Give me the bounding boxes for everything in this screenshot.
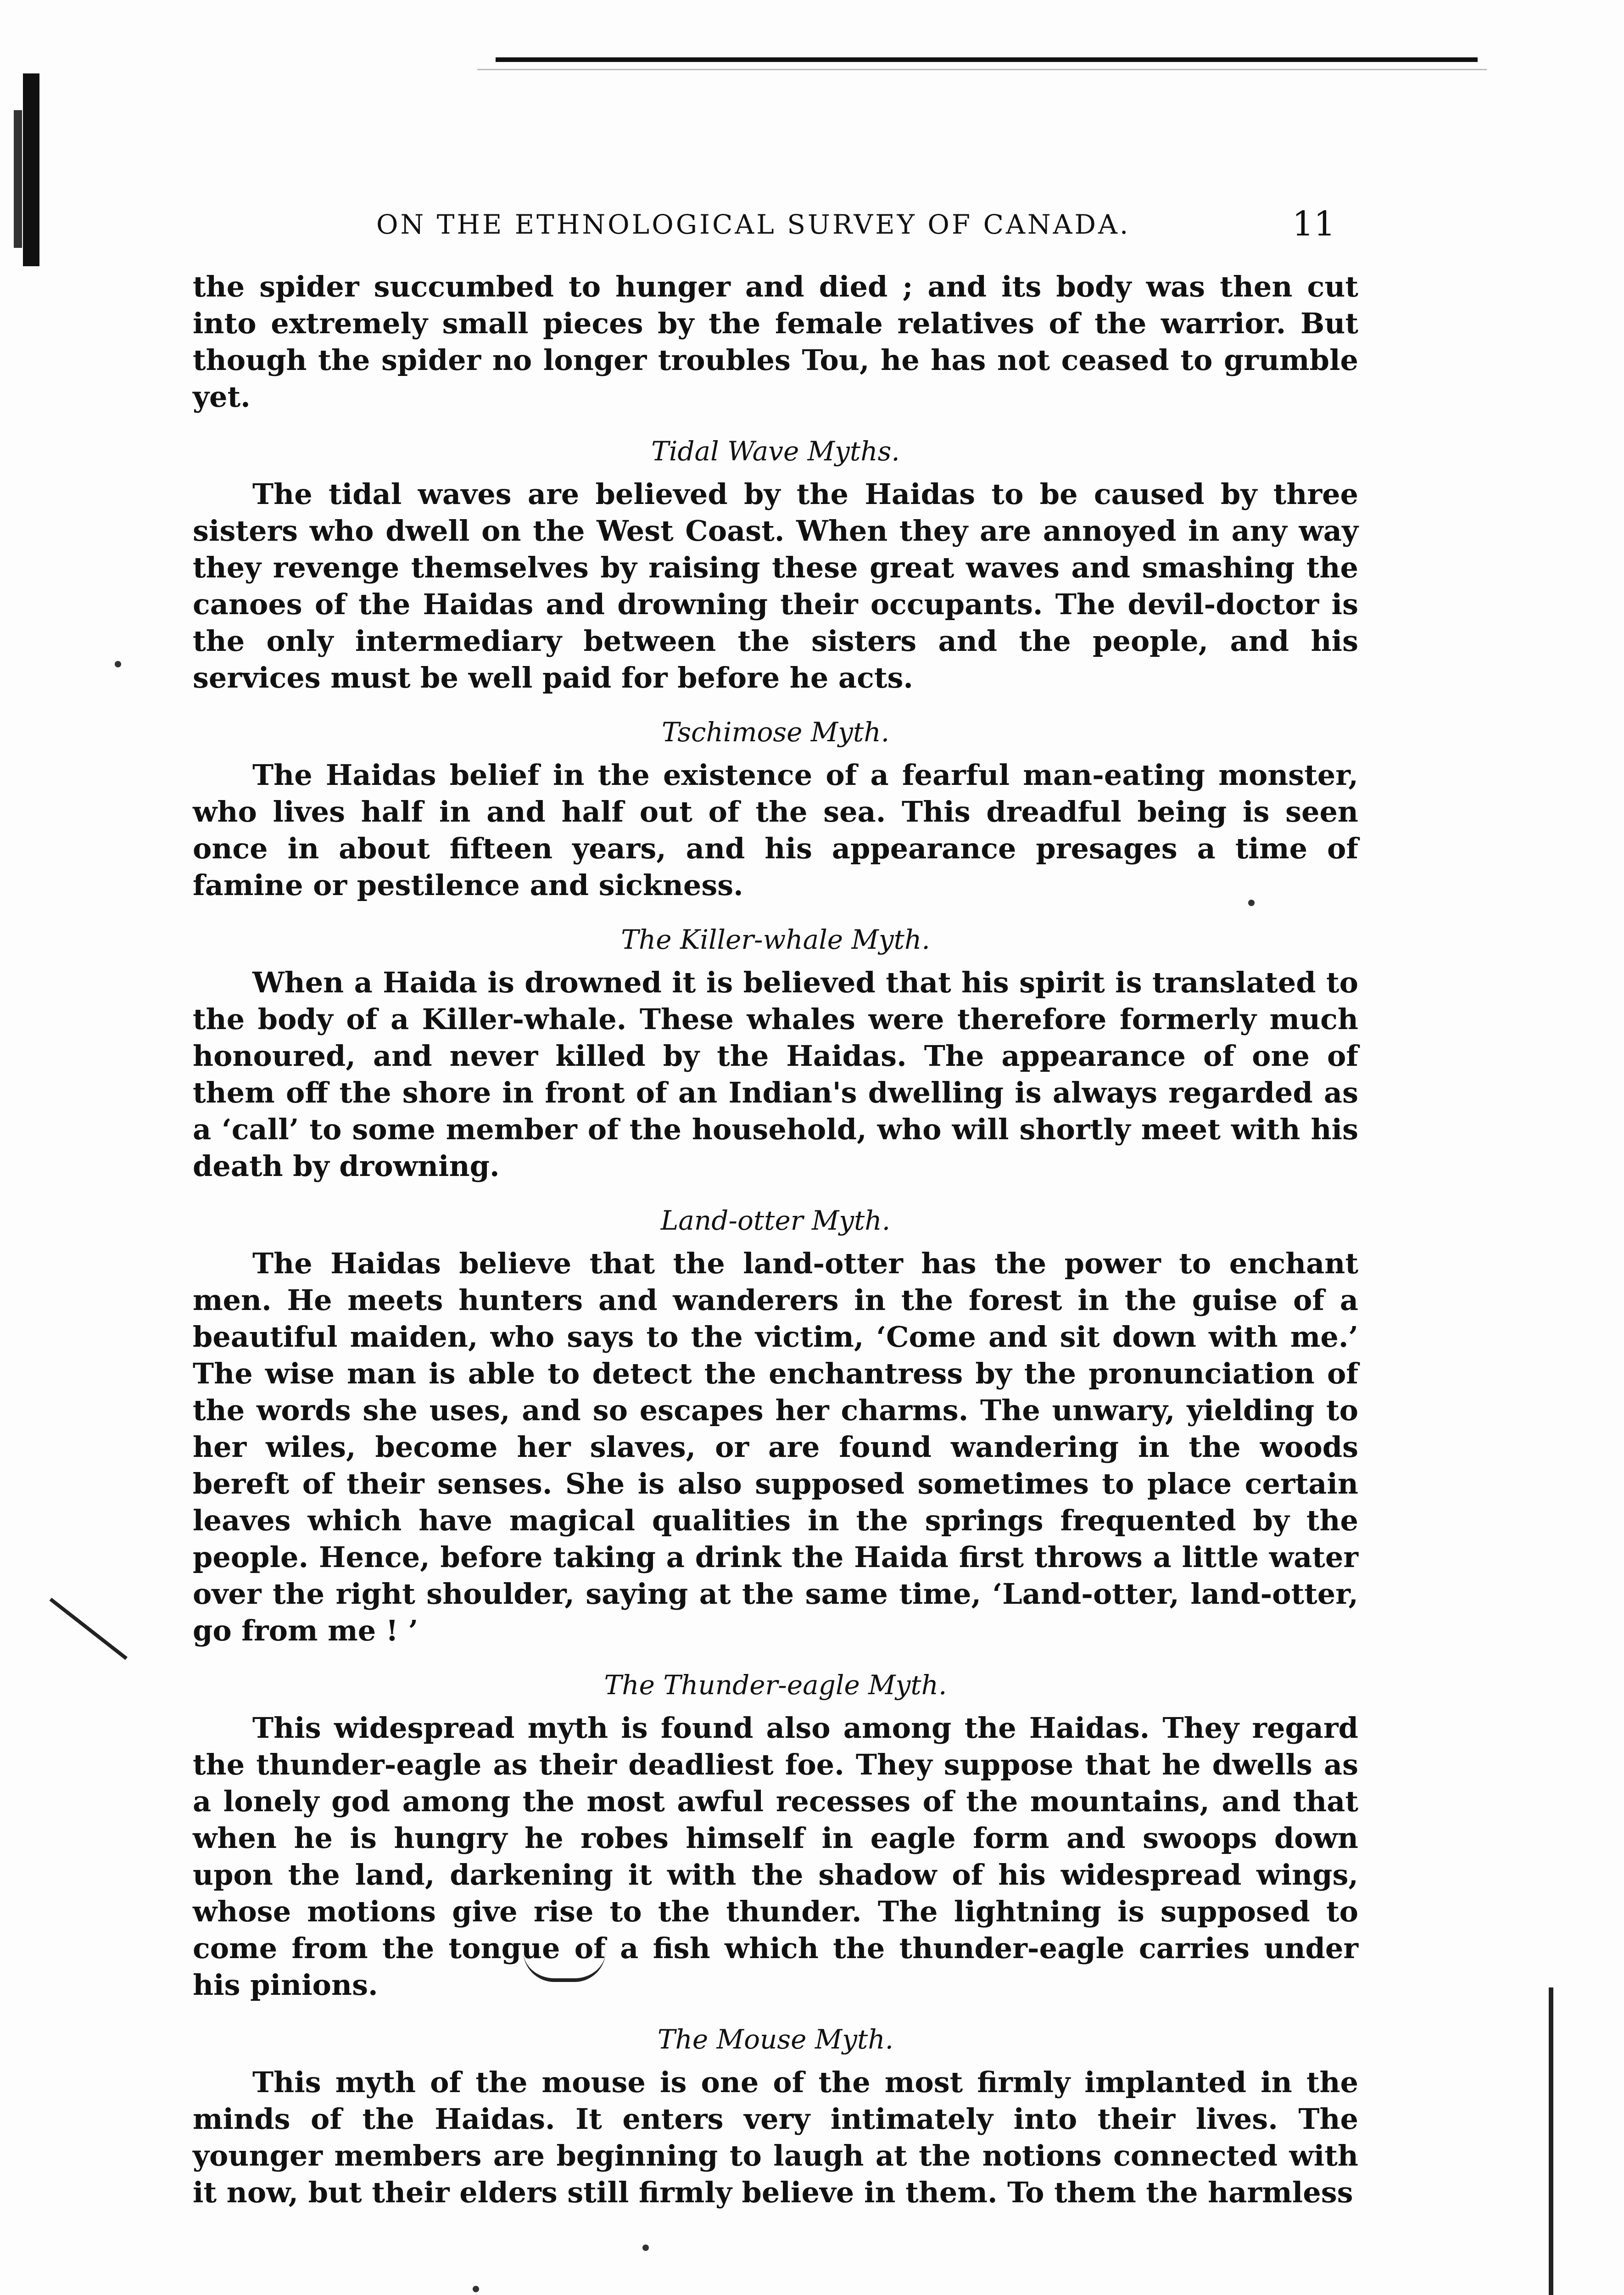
- section-title: Tidal Wave Myths.: [651, 436, 900, 467]
- section-paragraph: This myth of the mouse is one of the most firmly implanted in the minds of the Haidas. It enters very intimately into their lives. The younger members are beginning to laugh at the notions connected with it now, but their elders still firmly believe in them. To them the harmless: [193, 2066, 1358, 2209]
- margin-pen-stroke: [50, 1598, 128, 1660]
- ink-dot: [1248, 900, 1255, 906]
- ink-dot: [115, 661, 121, 667]
- section-title: The Mouse Myth.: [657, 2024, 894, 2055]
- left-margin-smudge: [23, 73, 39, 266]
- section-tidal-wave: [193, 433, 1358, 696]
- section-title: The Killer-whale Myth.: [621, 924, 930, 955]
- top-rule: [496, 57, 1478, 62]
- section-thunder-eagle: [193, 1667, 1358, 2004]
- section-killer-whale: [193, 921, 1358, 1185]
- ink-dot: [473, 2286, 479, 2292]
- section-paragraph: The Haidas belief in the existence of a fearful man-eating monster, who lives half in and half out of the sea. This dreadful being is seen once in about fifteen years, and his appearance presages a time of famine or pestilence and sickness.: [193, 758, 1358, 902]
- section-paragraph: The Haidas believe that the land-otter has the power to enchant men. He meets hunters and wanderers in the forest in the guise of a beautiful maiden, who says to the victim, ‘Come and sit down with me.’ The wise man is able to detect the enchantress by the pronunciation of the words she uses, and so escapes her charms. The unwary, yielding to her wiles, become her slaves, or are found wandering in the woods bereft of their senses. She is also supposed sometimes to place certain leaves which have magical qualities in the springs frequented by the people. Hence, before taking a drink the Haida first throws a little water over the right shoulder, saying at the same time, ‘Land-otter, land-otter, go from me ! ’: [193, 1247, 1358, 1647]
- section-title: The Thunder-eagle Myth.: [604, 1669, 947, 1701]
- section-paragraph: When a Haida is drowned it is believed that his spirit is translated to the body of a Killer-whale. These whales were therefore formerly much honoured, and never killed by the Haidas. The appearance of one of them off the shore in front of an Indian's dwelling is always regarded as a ‘call’ to some member of the household, who will shortly meet with his death by drowning.: [193, 966, 1358, 1183]
- section-title: Land-otter Myth.: [660, 1205, 891, 1236]
- page-body: [193, 269, 1358, 2211]
- running-head: ON THE ETHNOLOGICAL SURVEY OF CANADA.: [376, 209, 1131, 240]
- section-title: Tschimose Myth.: [661, 716, 890, 748]
- top-rule-shadow: [477, 69, 1487, 70]
- section-paragraph: The tidal waves are believed by the Haidas to be caused by three sisters who dwell on the West Coast. When they are annoyed in any way they revenge themselves by raising these great waves and smashing the canoes of the Haidas and drowning their occupants. The devil-doctor is the only intermediary between the sisters and the people, and his services must be well paid for before he acts.: [193, 477, 1358, 694]
- section-tschimose: [193, 714, 1358, 904]
- ink-dot: [642, 2245, 649, 2251]
- section-paragraph: This widespread myth is found also among the Haidas. They regard the thunder-eagle as their deadliest foe. They suppose that he dwells as a lonely god among the most awful recesses of the mountains, and that when he is hungry he robes himself in eagle form and swoops down upon the land, darkening it with the shadow of his widespread wings, whose motions give rise to the thunder. The lightning is supposed to come from the tongue of a fish which the thunder-eagle carries under his pinions.: [193, 1711, 1358, 2002]
- intro-paragraph: the spider succumbed to hunger and died ; and its body was then cut into extremely small pieces by the female relatives of the warrior. But though the spider no longer troubles Tou, he has not ceased to grumble yet.: [193, 270, 1358, 414]
- page-header: [372, 204, 1335, 250]
- section-land-otter: [193, 1202, 1358, 1649]
- page-number: 11: [1292, 204, 1335, 244]
- left-margin-smudge-secondary: [14, 110, 22, 248]
- right-margin-bar: [1549, 1987, 1553, 2295]
- section-mouse: [193, 2021, 1358, 2211]
